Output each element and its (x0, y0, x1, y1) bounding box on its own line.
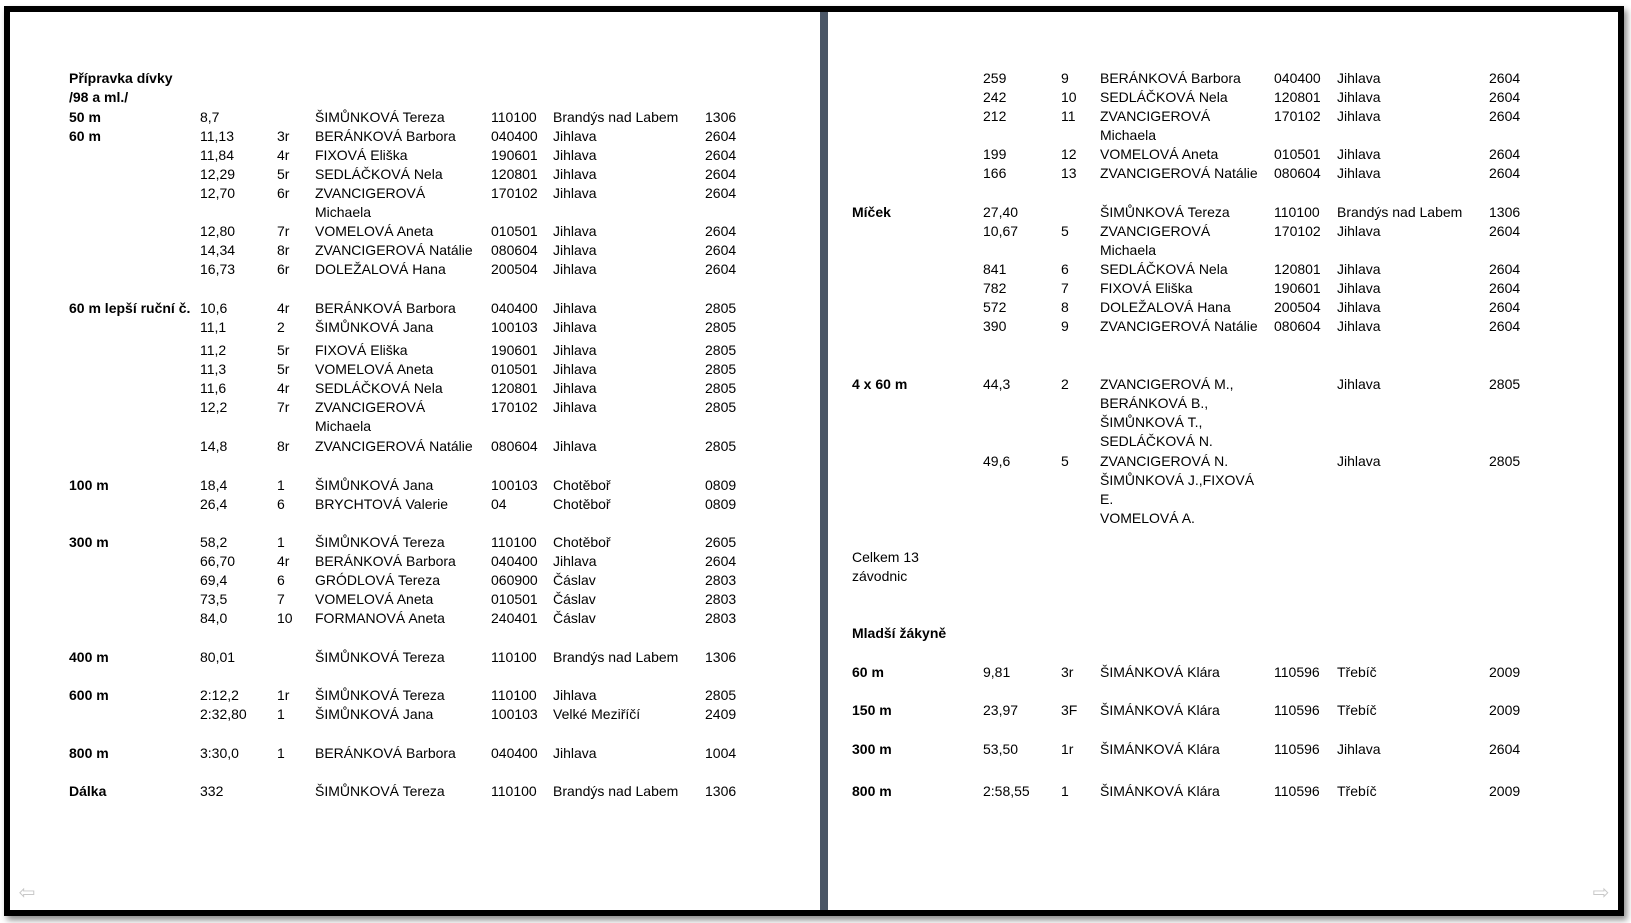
place: 7r (277, 399, 290, 415)
date: 2604 (1489, 280, 1521, 296)
venue: Brandýs nad Labem (553, 109, 679, 125)
place: 8 (1061, 299, 1069, 315)
date: 2805 (705, 342, 737, 358)
venue: Jihlava (553, 745, 597, 761)
discipline: 800 m (69, 745, 109, 761)
athlete-name: Michaela (1100, 242, 1157, 258)
athlete-name: BERÁNKOVÁ Barbora (315, 128, 456, 144)
place: 10 (277, 610, 293, 626)
place: 2 (1061, 376, 1069, 392)
venue: Brandýs nad Labem (1337, 204, 1463, 220)
venue: Jihlava (1337, 453, 1381, 469)
result: 73,5 (200, 591, 228, 607)
date: 2604 (1489, 299, 1521, 315)
place: 6 (1061, 261, 1069, 277)
result: 212 (983, 108, 1007, 124)
place: 7 (1061, 280, 1069, 296)
birth-code: 110596 (1274, 741, 1320, 757)
heading-age-group: /98 a ml./ (69, 89, 129, 105)
athlete-name: ŠIMÁNKOVÁ Klára (1100, 702, 1220, 718)
total-line-2: závodnic (852, 568, 908, 584)
athlete-name: VOMELOVÁ Aneta (1100, 146, 1219, 162)
birth-code: 010501 (491, 223, 538, 239)
discipline: 60 m (852, 664, 884, 680)
birth-code: 100103 (491, 319, 538, 335)
place: 11 (1061, 108, 1076, 124)
discipline: 50 m (69, 109, 101, 125)
venue: Třebíč (1337, 664, 1377, 680)
date: 1306 (705, 649, 737, 665)
date: 2409 (705, 706, 737, 722)
result: 242 (983, 89, 1007, 105)
arrow-right-icon[interactable]: ⇨ (1592, 882, 1610, 904)
birth-code: 080604 (1274, 165, 1321, 181)
venue: Jihlava (1337, 376, 1381, 392)
date: 2604 (705, 223, 737, 239)
page-left (10, 12, 820, 910)
document-frame (4, 6, 1624, 916)
athlete-name: ŠIMŮNKOVÁ Tereza (1100, 204, 1230, 220)
athlete-name: ZVANCIGEROVÁ (1100, 108, 1211, 124)
place: 5r (277, 166, 290, 182)
place: 2 (277, 319, 285, 335)
place: 10 (1061, 89, 1077, 105)
page-divider (820, 12, 828, 910)
birth-code: 010501 (1274, 146, 1321, 162)
result: 2:58,55 (983, 783, 1030, 799)
result: 69,4 (200, 572, 228, 588)
result: 12,80 (200, 223, 236, 239)
venue: Chotěboř (553, 496, 611, 512)
place: 6r (277, 261, 290, 277)
date: 2805 (705, 687, 737, 703)
date: 2009 (1489, 702, 1521, 718)
discipline: 60 m lepší ruční č. (69, 300, 191, 316)
date: 2805 (1489, 453, 1521, 469)
birth-code: 200504 (491, 261, 538, 277)
place: 3F (1061, 702, 1078, 718)
athlete-name: BERÁNKOVÁ Barbora (1100, 70, 1241, 86)
result: 12,29 (200, 166, 236, 182)
athlete-name: Michaela (315, 418, 372, 434)
athlete-name: ŠIMŮNKOVÁ Jana (315, 706, 434, 722)
venue: Jihlava (1337, 280, 1381, 296)
place: 9 (1061, 70, 1069, 86)
discipline: 60 m (69, 128, 101, 144)
place: 4r (277, 553, 290, 569)
discipline: 300 m (852, 741, 892, 757)
athlete-name: FIXOVÁ Eliška (1100, 280, 1193, 296)
date: 2805 (705, 380, 737, 396)
venue: Jihlava (553, 185, 597, 201)
place: 3r (277, 128, 290, 144)
result: 23,97 (983, 702, 1019, 718)
discipline: 400 m (69, 649, 109, 665)
birth-code: 040400 (491, 128, 538, 144)
place: 1r (277, 687, 290, 703)
place: 4r (277, 147, 290, 163)
venue: Brandýs nad Labem (553, 649, 679, 665)
date: 2604 (705, 553, 737, 569)
birth-code: 080604 (1274, 318, 1321, 334)
birth-code: 120801 (1274, 89, 1321, 105)
athlete-name: ZVANCIGEROVÁ Natálie (1100, 318, 1258, 334)
venue: Jihlava (553, 128, 597, 144)
discipline: Mladší žákyně (852, 625, 947, 641)
venue: Jihlava (1337, 89, 1381, 105)
venue: Třebíč (1337, 783, 1377, 799)
result: 49,6 (983, 453, 1011, 469)
result: 26,4 (200, 496, 228, 512)
birth-code: 190601 (491, 342, 538, 358)
birth-code: 120801 (491, 380, 538, 396)
birth-code: 110100 (491, 109, 537, 125)
athlete-name: ŠIMŮNKOVÁ T., (1100, 414, 1203, 430)
birth-code: 040400 (491, 300, 538, 316)
place: 12 (1061, 146, 1077, 162)
athlete-name: FORMANOVÁ Aneta (315, 610, 445, 626)
birth-code: 080604 (491, 242, 538, 258)
birth-code: 110100 (1274, 204, 1320, 220)
athlete-name: FIXOVÁ Eliška (315, 147, 408, 163)
place: 13 (1061, 165, 1077, 181)
birth-code: 060900 (491, 572, 538, 588)
venue: Jihlava (1337, 741, 1381, 757)
date: 2805 (705, 438, 737, 454)
date: 0809 (705, 496, 737, 512)
result: 12,2 (200, 399, 228, 415)
athlete-name: BERÁNKOVÁ Barbora (315, 300, 456, 316)
venue: Velké Meziříčí (553, 706, 641, 722)
date: 2604 (1489, 223, 1521, 239)
birth-code: 190601 (1274, 280, 1321, 296)
birth-code: 120801 (1274, 261, 1321, 277)
result: 8,7 (200, 109, 220, 125)
birth-code: 170102 (1274, 108, 1321, 124)
date: 2803 (705, 572, 737, 588)
discipline: 300 m (69, 534, 109, 550)
place: 5r (277, 361, 290, 377)
result: 332 (200, 783, 224, 799)
result: 572 (983, 299, 1007, 315)
result: 27,40 (983, 204, 1019, 220)
athlete-name: VOMELOVÁ Aneta (315, 223, 434, 239)
venue: Jihlava (553, 342, 597, 358)
date: 2604 (1489, 261, 1521, 277)
venue: Brandýs nad Labem (553, 783, 679, 799)
athlete-name: ZVANCIGEROVÁ M., (1100, 376, 1234, 392)
result: 166 (983, 165, 1007, 181)
result: 10,6 (200, 300, 228, 316)
athlete-name: ZVANCIGEROVÁ Natálie (1100, 165, 1258, 181)
athlete-name: ŠIMÁNKOVÁ Klára (1100, 664, 1220, 680)
result: 11,2 (200, 342, 227, 358)
result: 84,0 (200, 610, 228, 626)
date: 2604 (1489, 741, 1521, 757)
athlete-name: GRÓDLOVÁ Tereza (315, 572, 441, 588)
birth-code: 040400 (491, 745, 538, 761)
athlete-name: FIXOVÁ Eliška (315, 342, 408, 358)
discipline: 150 m (852, 702, 892, 718)
athlete-name: Michaela (1100, 127, 1157, 143)
date: 2805 (705, 300, 737, 316)
athlete-name: ŠIMŮNKOVÁ J.,FIXOVÁ (1100, 472, 1255, 488)
venue: Čáslav (553, 572, 596, 588)
venue: Jihlava (553, 380, 597, 396)
athlete-name: DOLEŽALOVÁ Hana (315, 261, 446, 277)
birth-code: 100103 (491, 477, 538, 493)
result: 2:32,80 (200, 706, 247, 722)
result: 11,84 (200, 147, 234, 163)
athlete-name: BERÁNKOVÁ Barbora (315, 553, 456, 569)
date: 2805 (705, 361, 737, 377)
athlete-name: SEDLÁČKOVÁ N. (1100, 433, 1213, 449)
date: 2604 (1489, 89, 1521, 105)
birth-code: 110100 (491, 649, 537, 665)
birth-code: 040400 (491, 553, 538, 569)
result: 390 (983, 318, 1007, 334)
venue: Třebíč (1337, 702, 1377, 718)
date: 2604 (1489, 108, 1521, 124)
place: 8r (277, 438, 290, 454)
venue: Jihlava (1337, 146, 1381, 162)
result: 259 (983, 70, 1007, 86)
date: 2604 (705, 128, 737, 144)
venue: Jihlava (1337, 261, 1381, 277)
place: 7r (277, 223, 290, 239)
result: 18,4 (200, 477, 228, 493)
date: 2604 (705, 166, 737, 182)
date: 1306 (705, 783, 737, 799)
athlete-name: ŠIMŮNKOVÁ Tereza (315, 534, 445, 550)
athlete-name: ZVANCIGEROVÁ (315, 185, 426, 201)
result: 11,13 (200, 128, 234, 144)
date: 2604 (705, 261, 737, 277)
birth-code: 080604 (491, 438, 538, 454)
birth-code: 240401 (491, 610, 538, 626)
birth-code: 110100 (491, 534, 537, 550)
venue: Čáslav (553, 591, 596, 607)
athlete-name: ŠIMŮNKOVÁ Jana (315, 319, 434, 335)
result: 66,70 (200, 553, 236, 569)
date: 2604 (705, 242, 737, 258)
place: 1 (277, 706, 285, 722)
discipline: 100 m (69, 477, 109, 493)
birth-code: 170102 (491, 399, 538, 415)
result: 53,50 (983, 741, 1019, 757)
birth-code: 110596 (1274, 702, 1320, 718)
place: 5 (1061, 453, 1069, 469)
venue: Jihlava (553, 361, 597, 377)
athlete-name: ZVANCIGEROVÁ (1100, 223, 1211, 239)
birth-code: 110100 (491, 687, 537, 703)
venue: Jihlava (553, 553, 597, 569)
result: 782 (983, 280, 1007, 296)
athlete-name: ŠIMŮNKOVÁ Tereza (315, 783, 445, 799)
date: 2803 (705, 610, 737, 626)
place: 7 (277, 591, 285, 607)
venue: Jihlava (553, 223, 597, 239)
athlete-name: ŠIMŮNKOVÁ Tereza (315, 649, 445, 665)
place: 5 (1061, 223, 1069, 239)
venue: Chotěboř (553, 477, 611, 493)
venue: Jihlava (553, 399, 597, 415)
venue: Jihlava (1337, 165, 1381, 181)
result: 14,34 (200, 242, 236, 258)
athlete-name: Michaela (315, 204, 372, 220)
athlete-name: VOMELOVÁ Aneta (315, 361, 434, 377)
place: 9 (1061, 318, 1069, 334)
athlete-name: ŠIMÁNKOVÁ Klára (1100, 741, 1220, 757)
venue: Chotěboř (553, 534, 611, 550)
result: 10,67 (983, 223, 1019, 239)
venue: Jihlava (553, 319, 597, 335)
venue: Jihlava (553, 242, 597, 258)
result: 14,8 (200, 438, 228, 454)
athlete-name: DOLEŽALOVÁ Hana (1100, 299, 1231, 315)
date: 2009 (1489, 783, 1521, 799)
date: 2604 (1489, 318, 1521, 334)
birth-code: 110596 (1274, 783, 1320, 799)
athlete-name: SEDLÁČKOVÁ Nela (315, 166, 443, 182)
place: 5r (277, 342, 290, 358)
athlete-name: E. (1100, 491, 1114, 507)
date: 2604 (705, 185, 737, 201)
date: 1004 (705, 745, 737, 761)
result: 80,01 (200, 649, 236, 665)
date: 2604 (705, 147, 737, 163)
place: 6 (277, 572, 285, 588)
date: 2604 (1489, 70, 1521, 86)
place: 1 (277, 534, 285, 550)
date: 1306 (1489, 204, 1521, 220)
birth-code: 170102 (491, 185, 538, 201)
venue: Jihlava (1337, 108, 1381, 124)
result: 58,2 (200, 534, 228, 550)
date: 2803 (705, 591, 737, 607)
discipline: Míček (852, 204, 891, 220)
birth-code: 200504 (1274, 299, 1321, 315)
place: 6 (277, 496, 285, 512)
discipline: Dálka (69, 783, 107, 799)
athlete-name: ZVANCIGEROVÁ Natálie (315, 438, 473, 454)
athlete-name: ZVANCIGEROVÁ N. (1100, 453, 1229, 469)
date: 2805 (705, 399, 737, 415)
birth-code: 190601 (491, 147, 538, 163)
place: 3r (1061, 664, 1074, 680)
venue: Jihlava (1337, 318, 1381, 334)
birth-code: 04 (491, 496, 507, 512)
athlete-name: VOMELOVÁ A. (1100, 510, 1195, 526)
athlete-name: VOMELOVÁ Aneta (315, 591, 434, 607)
athlete-name: ZVANCIGEROVÁ (315, 399, 426, 415)
result: 2:12,2 (200, 687, 239, 703)
date: 0809 (705, 477, 737, 493)
date: 2805 (1489, 376, 1521, 392)
result: 199 (983, 146, 1007, 162)
birth-code: 110596 (1274, 664, 1320, 680)
venue: Jihlava (553, 687, 597, 703)
place: 1 (1061, 783, 1069, 799)
birth-code: 010501 (491, 361, 538, 377)
place: 1 (277, 477, 285, 493)
date: 2604 (1489, 165, 1521, 181)
place: 8r (277, 242, 290, 258)
birth-code: 100103 (491, 706, 538, 722)
date: 2805 (705, 319, 737, 335)
place: 4r (277, 380, 290, 396)
page-right (828, 12, 1618, 910)
place: 6r (277, 185, 290, 201)
birth-code: 120801 (491, 166, 538, 182)
result: 9,81 (983, 664, 1011, 680)
athlete-name: ŠIMŮNKOVÁ Tereza (315, 109, 445, 125)
venue: Jihlava (553, 166, 597, 182)
date: 2009 (1489, 664, 1521, 680)
athlete-name: SEDLÁČKOVÁ Nela (315, 380, 443, 396)
venue: Jihlava (553, 300, 597, 316)
birth-code: 010501 (491, 591, 538, 607)
athlete-name: ŠIMŮNKOVÁ Tereza (315, 687, 445, 703)
athlete-name: ŠIMŮNKOVÁ Jana (315, 477, 434, 493)
athlete-name: BERÁNKOVÁ Barbora (315, 745, 456, 761)
athlete-name: ZVANCIGEROVÁ Natálie (315, 242, 473, 258)
result: 11,3 (200, 361, 227, 377)
heading-category: Přípravka dívky (69, 70, 173, 86)
birth-code: 110100 (491, 783, 537, 799)
athlete-name: SEDLÁČKOVÁ Nela (1100, 261, 1228, 277)
athlete-name: ŠIMÁNKOVÁ Klára (1100, 783, 1220, 799)
birth-code: 170102 (1274, 223, 1321, 239)
venue: Jihlava (1337, 299, 1381, 315)
venue: Jihlava (553, 261, 597, 277)
place: 4r (277, 300, 290, 316)
total-line-1: Celkem 13 (852, 549, 919, 565)
venue: Jihlava (1337, 70, 1381, 86)
athlete-name: BRYCHTOVÁ Valerie (315, 496, 449, 512)
venue: Jihlava (1337, 223, 1381, 239)
arrow-left-icon[interactable]: ⇦ (18, 882, 36, 904)
athlete-name: SEDLÁČKOVÁ Nela (1100, 89, 1228, 105)
result: 12,70 (200, 185, 236, 201)
place: 1 (277, 745, 285, 761)
place: 1r (1061, 741, 1074, 757)
result: 16,73 (200, 261, 236, 277)
birth-code: 040400 (1274, 70, 1321, 86)
venue: Jihlava (553, 438, 597, 454)
result: 11,1 (200, 319, 227, 335)
venue: Čáslav (553, 610, 596, 626)
result: 3:30,0 (200, 745, 239, 761)
discipline: 4 x 60 m (852, 376, 908, 392)
result: 44,3 (983, 376, 1011, 392)
discipline: 800 m (852, 783, 892, 799)
discipline: 600 m (69, 687, 109, 703)
date: 1306 (705, 109, 737, 125)
athlete-name: BERÁNKOVÁ B., (1100, 395, 1209, 411)
date: 2605 (705, 534, 737, 550)
date: 2604 (1489, 146, 1521, 162)
result: 11,6 (200, 380, 227, 396)
result: 841 (983, 261, 1007, 277)
venue: Jihlava (553, 147, 597, 163)
